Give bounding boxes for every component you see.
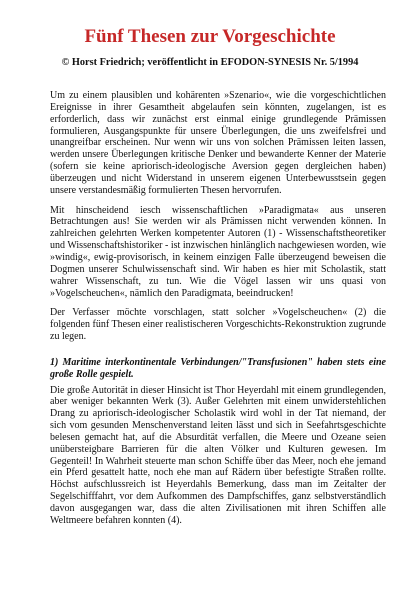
document-subtitle: © Horst Friedrich; veröffentlicht in EFODON-SYNESIS Nr. 5/1994 (61, 57, 359, 68)
paragraph-paradigmata: Mit hinscheidend iesch wissenschaftlichen »Paradigmata« aus unseren Betrachtungen aus! Sie werden wir als Prämissen nicht verwenden können. In zahlreichen gelehrten Werken kompetenter Autoren (1) - Wissenschaftstheoretiker und Wissenschaftshistoriker - ist inzwischen hinlänglich nachgewiesen worden, wie »windig«, ewig-provisorisch, in keinem einzigen Falle überzeugend beweisen die Dogmen unserer Schulwissenschaft sind. Wir haben es hier mit Scholastik, statt wahrer Wissenschaft, zu tun. Wie die Vögel lassen wir uns quasi von »Vogelscheuchen«, nämlich den Paradigmata, beeindrucken! (50, 204, 386, 299)
document-body (50, 90, 386, 535)
paragraph-proposal: Der Verfasser möchte vorschlagen, statt solcher »Vogelscheuchen« (2) die folgenden fünf Thesen einer realistischeren Vorgeschichts-Rekonstruktion zugrunde zu legen. (50, 307, 386, 343)
document-title: Fünf Thesen zur Vorgeschichte (84, 26, 336, 47)
thesis-heading-1: 1) Maritime interkontinentale Verbindungen/"Transfusionen" haben stets eine große Rolle gespielt. (50, 356, 386, 380)
paragraph-intro: Um zu einem plausiblen und kohärenten »Szenario«, wie die vorgeschichtlichen Ereignisse in ihrer Gesamtheit abgelaufen sein könnten, zugelangen, ist es erforderlich, dass wir zunächst erst einmal einige grundlegende Prämissen formulieren, Ausgangspunkte für unsere Überlegungen, die uns zweifelsfrei und unangreifbar erscheinen. Nur wenn wir uns von solchen Prämissen leiten lassen, werden unsere Überlegungen kritische Denker und bewanderte Kenner der Materie (sofern sie keine apriorisch-ideologische Aversion gegen dergleichen haben) überzeugen und nicht Widerstand in unserem eigenen Unterbewusstsein gegen unsere verstandesmäßig formulierten Thesen hervorrufen. (50, 90, 386, 196)
paragraph-thesis-1: Die große Autorität in dieser Hinsicht ist Thor Heyerdahl mit einem grundlegenden, aber weniger bekannten Werk (3). Außer Gelehrten mit einem unwiderstehlichen Drang zu apriorisch-ideologischer Scholastik wird wohl in der Tat niemand, der sich vom gesunden Menschenverstand leiten lässt und sich in Seefahrtsgeschichte belesen gemacht hat, auf die Absurdität verfallen, die Meere und Ozeane seien unübersteigbare Barrieren für die alten Völker und Kulturen gewesen. Im Gegenteil! In Wahrheit steuerte man schon Schiffe über das Meer, noch ehe jemand ein Pferd gesattelt hatte, noch ehe man auf Rädern über befestigte Straßen rollte. Höchst aufschlussreich ist Heyerdahls Bemerkung, dass man im Zeitalter der Segelschifffahrt, vor dem Aufkommen des Dampfschiffes, ganz selbstverständlich davon ausgegangen war, dass die alten Zivilisationen mit ihren Schiffen alle Weltmeere befahren konnten (4). (50, 384, 386, 526)
